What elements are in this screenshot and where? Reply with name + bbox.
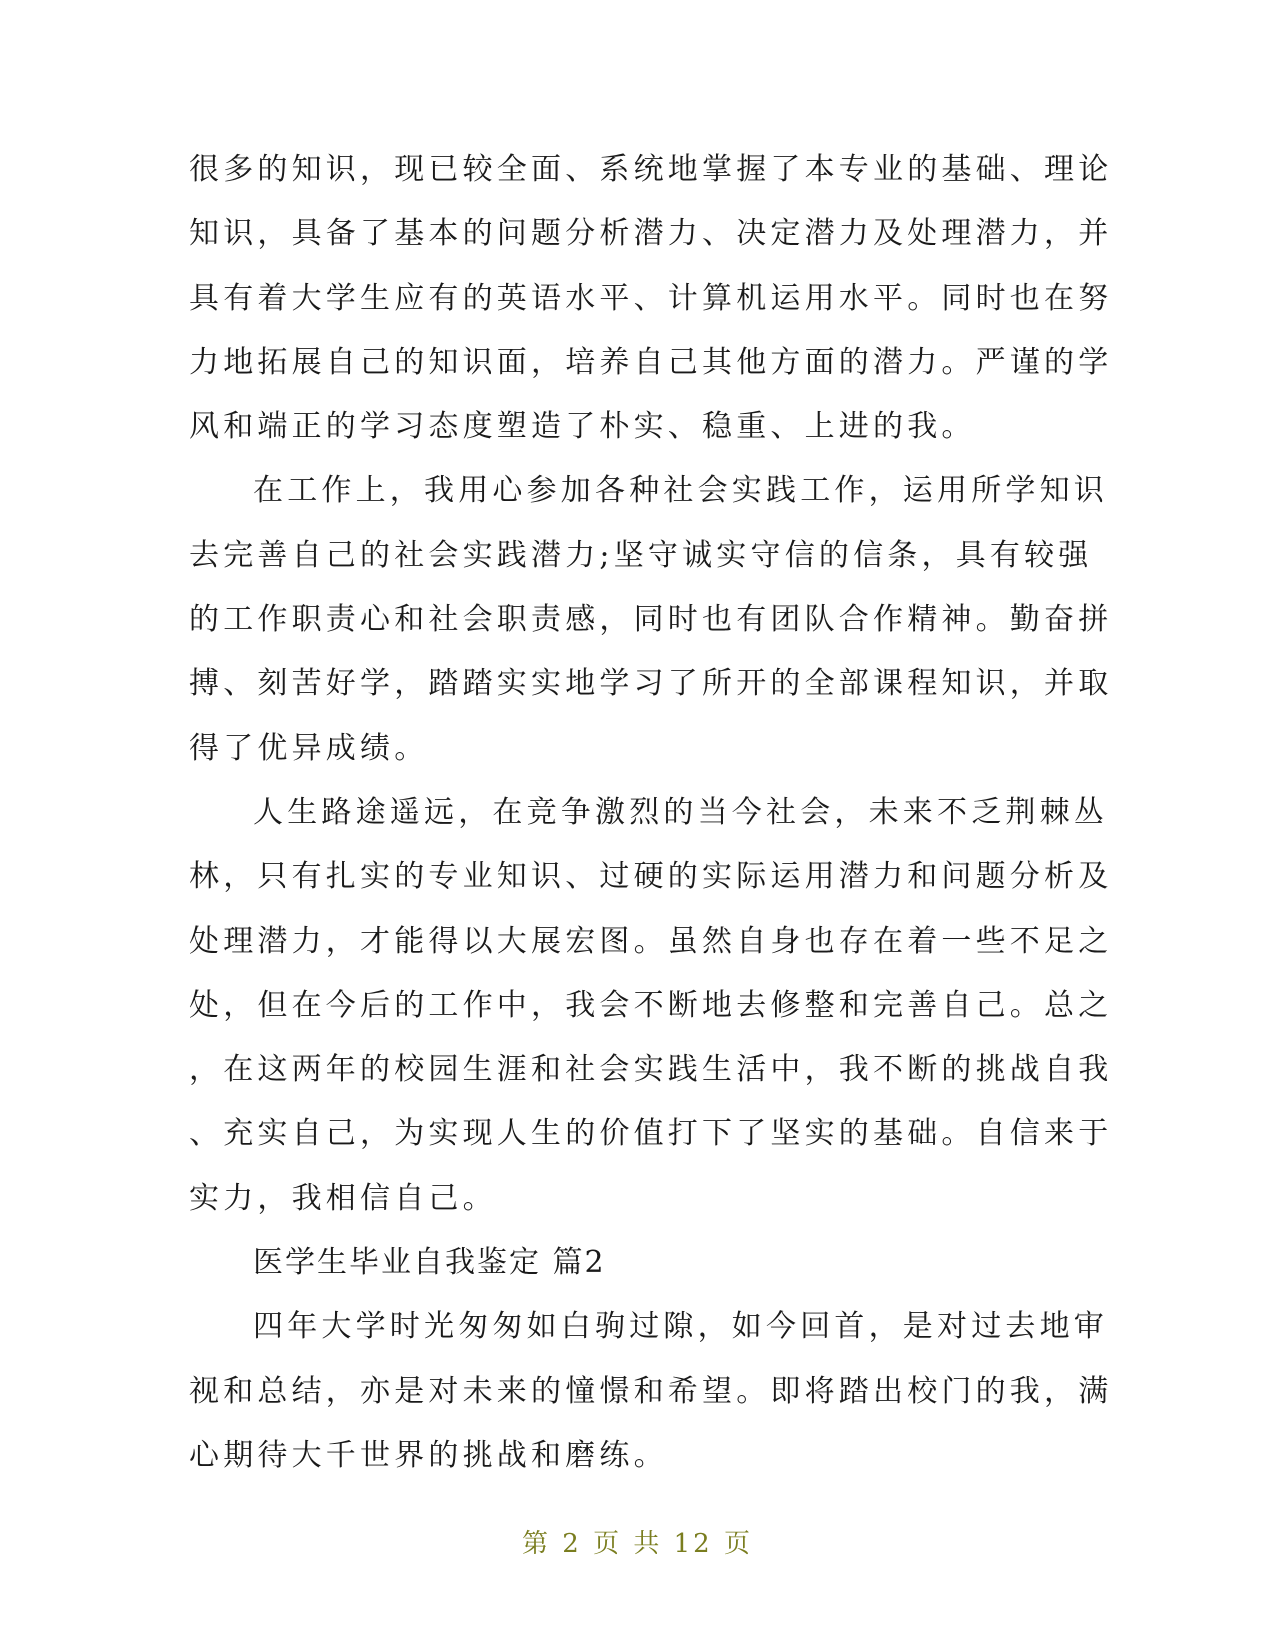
text-line: 的工作职责心和社会职责感，同时也有团队合作精神。勤奋拼 [189,602,1113,638]
paragraph-start-line: 在工作上，我用心参加各种社会实践工作，运用所学知识 [253,473,1108,509]
text-line: 得了优异成绩。 [189,730,429,766]
page-number-footer: 第 2 页 共 12 页 [522,1529,753,1559]
text-line: 心期待大千世界的挑战和磨练。 [189,1437,668,1473]
paragraph-start-line: 四年大学时光匆匆如白驹过隙，如今回首，是对过去地审 [253,1309,1108,1345]
text-line: 风和端正的学习态度塑造了朴实、稳重、上进的我。 [189,409,976,445]
text-line: 视和总结，亦是对未来的憧憬和希望。即将踏出校门的我，满 [189,1373,1113,1409]
document-body [189,138,1113,1488]
paragraph-start-line: 人生路途遥远，在竞争激烈的当今社会，未来不乏荆棘丛 [253,794,1108,830]
section-heading: 医学生毕业自我鉴定 篇2 [253,1245,606,1281]
text-line: 搏、刻苦好学，踏踏实实地学习了所开的全部课程知识，并取 [189,666,1113,702]
text-line: 去完善自己的社会实践潜力;坚守诚实守信的信条，具有较强 [189,537,1093,573]
text-line: 实力，我相信自己。 [189,1180,497,1216]
text-line: 具有着大学生应有的英语水平、计算机运用水平。同时也在努 [189,280,1113,316]
text-line: 处，但在今后的工作中，我会不断地去修整和完善自己。总之 [189,987,1113,1023]
text-line: 处理潜力，才能得以大展宏图。虽然自身也存在着一些不足之 [189,923,1113,959]
text-line: ，在这两年的校园生涯和社会实践生活中，我不断的挑战自我 [189,1052,1113,1088]
text-line: 、充实自己，为实现人生的价值打下了坚实的基础。自信来于 [189,1116,1113,1152]
text-line: 林，只有扎实的专业知识、过硬的实际运用潜力和问题分析及 [189,859,1113,895]
text-line: 力地拓展自己的知识面，培养自己其他方面的潜力。严谨的学 [189,344,1113,380]
text-line: 很多的知识，现已较全面、系统地掌握了本专业的基础、理论 [189,152,1113,187]
text-line: 知识，具备了基本的问题分析潜力、决定潜力及处理潜力，并 [189,216,1113,252]
